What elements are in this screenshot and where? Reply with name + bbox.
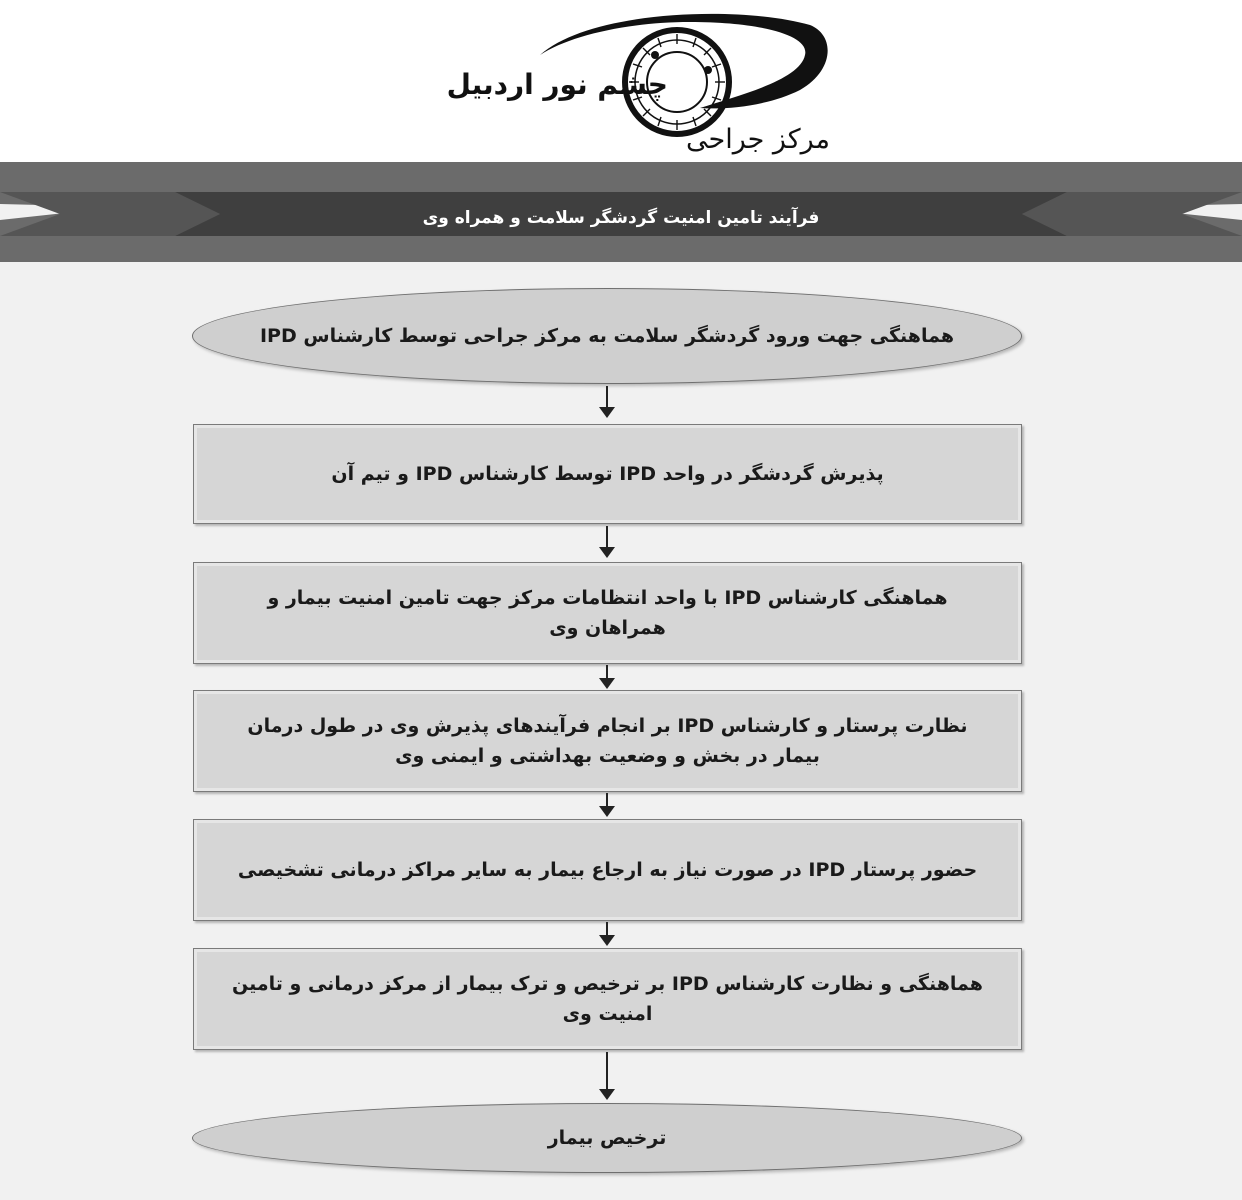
flow-start-oval: هماهنگی جهت ورود گردشگر سلامت به مرکز جراحی توسط کارشناس IPD [192,288,1022,384]
flow-arrow [597,526,617,558]
banner-title: فرآیند تامین امنیت گردشگر سلامت و همراه وی [422,208,820,228]
flow-step-1: پذیرش گردشگر در واحد IPD توسط کارشناس IPD و تیم آن [193,424,1022,524]
logo-subtitle-text: مرکز جراحی [686,124,830,155]
flow-step-5: هماهنگی و نظارت کارشناس IPD بر ترخیص و ترک بیمار از مرکز درمانی و تامین امنیت وی [193,948,1022,1050]
logo-name-text: چشم نور اردبیل [446,68,668,101]
flow-arrow [597,793,617,817]
flow-step-2: هماهنگی کارشناس IPD با واحد انتظامات مرکز جهت تامین امنیت بیمار و همراهان وی [193,562,1022,664]
flow-arrow [597,1052,617,1100]
flow-step-3: نظارت پرستار و کارشناس IPD بر انجام فرآیندهای پذیرش وی در طول درمان بیمار در بخش و وضعیت بهداشتی و ایمنی وی [193,690,1022,792]
flow-step-4: حضور پرستار IPD در صورت نیاز به ارجاع بیمار به سایر مراکز درمانی تشخیصی [193,819,1022,921]
flow-arrow [597,386,617,418]
flow-arrow [597,665,617,689]
flow-arrow [597,922,617,946]
flow-end-oval: ترخیص بیمار [192,1103,1022,1173]
